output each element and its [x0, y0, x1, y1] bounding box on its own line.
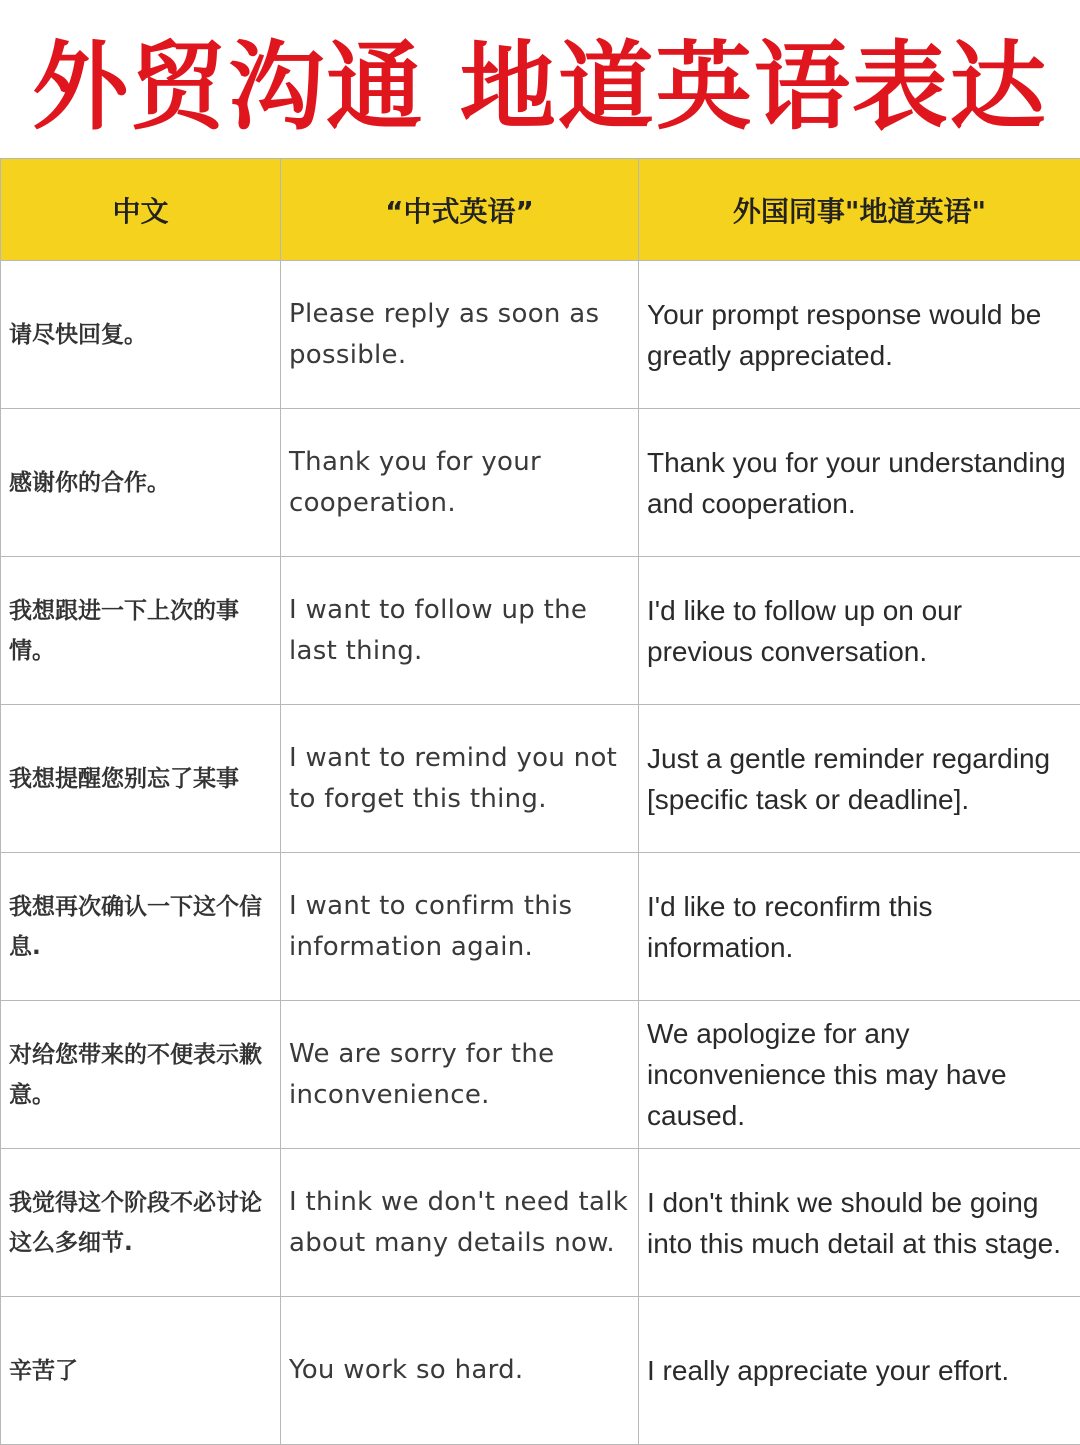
chinglish-cell: Please reply as soon as possible. [281, 261, 639, 409]
chinglish-cell: You work so hard. [281, 1297, 639, 1445]
native-english-cell: I'd like to follow up on our previous conversation. [639, 557, 1080, 705]
chinese-cell: 我想提醒您别忘了某事 [1, 705, 281, 853]
header-chinese: 中文 [1, 159, 281, 261]
chinglish-cell: Thank you for your cooperation. [281, 409, 639, 557]
native-english-cell: I don't think we should be going into this much detail at this stage. [639, 1149, 1080, 1297]
native-english-cell: Your prompt response would be greatly appreciated. [639, 261, 1080, 409]
table-row [1, 1297, 1080, 1445]
table-header-row [1, 159, 1080, 261]
header-chinglish: “中式英语” [281, 159, 639, 261]
table-row [1, 705, 1080, 853]
chinese-cell: 对给您带来的不便表示歉意。 [1, 1001, 281, 1149]
native-english-cell: I'd like to reconfirm this information. [639, 853, 1080, 1001]
native-english-cell: Thank you for your understanding and cooperation. [639, 409, 1080, 557]
table-row [1, 409, 1080, 557]
chinglish-cell: I think we don't need talk about many details now. [281, 1149, 639, 1297]
native-english-cell: I really appreciate your effort. [639, 1297, 1080, 1445]
header-native-english: 外国同事"地道英语" [639, 159, 1080, 261]
chinglish-cell: I want to follow up the last thing. [281, 557, 639, 705]
table-row [1, 1149, 1080, 1297]
chinglish-cell: I want to remind you not to forget this thing. [281, 705, 639, 853]
table-row [1, 261, 1080, 409]
native-english-cell: We apologize for any inconvenience this may have caused. [639, 1001, 1080, 1149]
expressions-table [0, 158, 1080, 1445]
chinglish-cell: We are sorry for the inconvenience. [281, 1001, 639, 1149]
native-english-cell: Just a gentle reminder regarding [specific task or deadline]. [639, 705, 1080, 853]
chinese-cell: 我觉得这个阶段不必讨论这么多细节. [1, 1149, 281, 1297]
chinese-cell: 我想再次确认一下这个信息. [1, 853, 281, 1001]
table-row [1, 853, 1080, 1001]
chinese-cell: 请尽快回复。 [1, 261, 281, 409]
chinglish-cell: I want to confirm this information again. [281, 853, 639, 1001]
table-row [1, 557, 1080, 705]
chinese-cell: 辛苦了 [1, 1297, 281, 1445]
table-row [1, 1001, 1080, 1149]
page-title: 外贸沟通 地道英语表达 [0, 0, 1080, 158]
chinese-cell: 我想跟进一下上次的事情。 [1, 557, 281, 705]
chinese-cell: 感谢你的合作。 [1, 409, 281, 557]
